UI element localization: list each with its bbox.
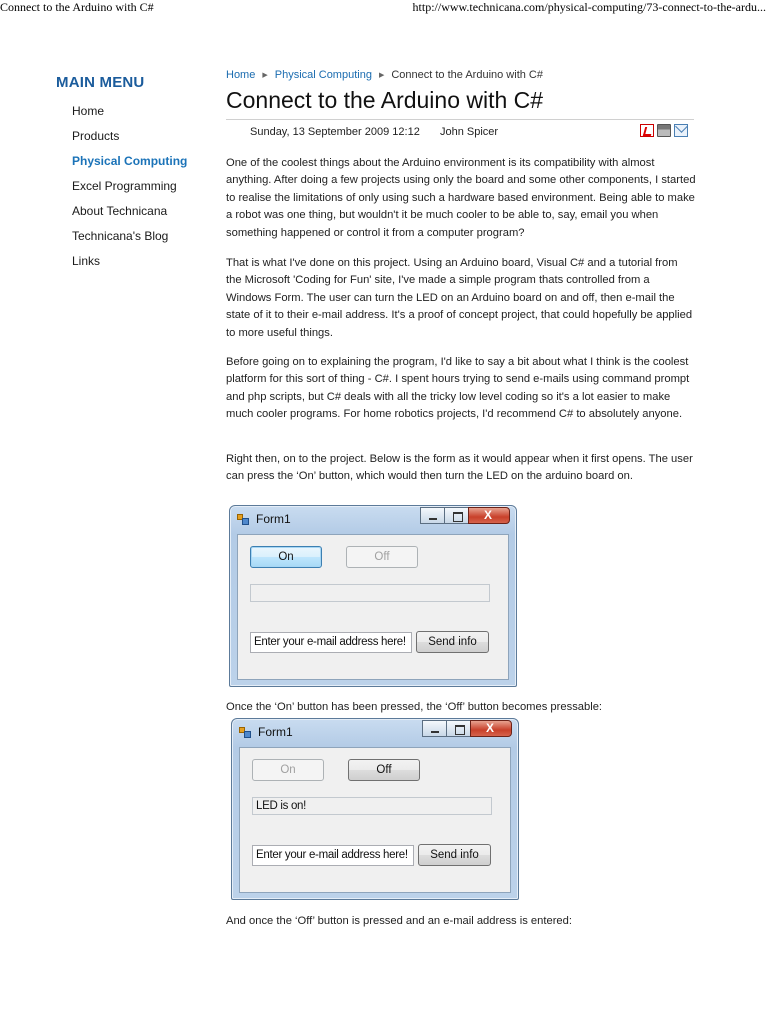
page-title: Connect to the Arduino with C# <box>226 87 544 113</box>
print-icon[interactable] <box>657 124 671 137</box>
pdf-icon[interactable] <box>640 124 654 137</box>
breadcrumb-arrow-icon: ▶ <box>262 72 268 79</box>
window-titlebar <box>230 506 516 532</box>
print-header <box>0 0 768 16</box>
article-actions <box>640 124 688 137</box>
breadcrumb-home-link[interactable]: Home <box>226 69 256 81</box>
on-button[interactable]: On <box>252 759 324 781</box>
article-author: John Spicer <box>440 126 499 138</box>
caption-text: And once the ‘Off’ button is pressed and an e-mail address is entered: <box>226 915 572 927</box>
app-icon <box>239 727 251 738</box>
form1-screenshot <box>229 505 517 687</box>
off-button[interactable]: Off <box>346 546 418 568</box>
sidebar-item-blog[interactable]: Technicana's Blog <box>72 229 169 243</box>
send-info-button[interactable]: Send info <box>416 631 489 653</box>
breadcrumb <box>226 68 694 82</box>
breadcrumb-current: Connect to the Arduino with C# <box>391 69 543 81</box>
window-client <box>237 534 509 680</box>
on-button[interactable]: On <box>250 546 322 568</box>
maximize-icon[interactable] <box>444 507 469 524</box>
email-icon[interactable] <box>674 124 688 137</box>
minimize-icon[interactable] <box>422 720 447 737</box>
sidebar-item-physical-computing[interactable]: Physical Computing <box>72 154 188 168</box>
sidebar-item-excel-programming[interactable]: Excel Programming <box>72 179 177 193</box>
article-meta <box>226 119 694 143</box>
main-menu <box>56 74 196 274</box>
print-header-url: http://www.technicana.com/physical-computing/73-connect-to-the-ardu... <box>412 0 766 14</box>
article-paragraph: One of the coolest things about the Arduino environment is its compatibility with almost anything. After doing a few projects using only the board and some other components, I started to realise the limitations of only using such a hardware based environment. Being able to make a robot was one thing, but wouldn't it be much cooler to be able to, say, email you when something happened or control it from a computer program? <box>226 157 696 239</box>
close-icon[interactable] <box>468 507 510 524</box>
form1-screenshot-on <box>231 718 519 900</box>
app-icon <box>237 514 249 525</box>
email-input[interactable]: Enter your e-mail address here! <box>250 632 412 653</box>
maximize-icon[interactable] <box>446 720 471 737</box>
print-header-title: Connect to the Arduino with C# <box>0 0 154 14</box>
window-titlebar <box>232 719 518 745</box>
status-field <box>250 584 490 602</box>
window-title: Form1 <box>258 725 293 739</box>
article-date: Sunday, 13 September 2009 12:12 <box>250 126 420 138</box>
status-field: LED is on! <box>252 797 492 815</box>
email-input[interactable]: Enter your e-mail address here! <box>252 845 414 866</box>
article-paragraph: Right then, on to the project. Below is the form as it would appear when it first opens. The user can press the ‘On’ button, which would then turn the LED on the arduino board on. <box>226 453 693 483</box>
sidebar-item-products[interactable]: Products <box>72 129 120 143</box>
close-icon[interactable] <box>470 720 512 737</box>
main-menu-title: MAIN MENU <box>56 74 145 91</box>
article-paragraph: That is what I've done on this project. Using an Arduino board, Visual C# and a tutorial from the Microsoft 'Coding for Fun' site, I've made a simple program thats controlled from a Windows Form. The user can turn the LED on an Arduino board on and off, then e-mail the state of it to their e-mail address. It's a proof of concept project, that could hopefully be applied to more useful things. <box>226 257 693 339</box>
window-title: Form1 <box>256 512 291 526</box>
caption-text: Once the ‘On’ button has been pressed, the ‘Off’ button becomes pressable: <box>226 701 603 713</box>
breadcrumb-arrow-icon: ▶ <box>378 72 385 79</box>
send-info-button[interactable]: Send info <box>418 844 491 866</box>
article-header <box>226 68 694 143</box>
article-paragraph: Before going on to explaining the program, I'd like to say a bit about what I think is the coolest platform for this sort of thing - C#. I spent hours trying to send e-mails using command prompt and php scripts, but C# deals with all the tricky low level coding so it's a lot easier to make much cooler programs. For home robotics projects, I'd recommend C# to absolutely anyone. <box>226 356 690 421</box>
minimize-icon[interactable] <box>420 507 445 524</box>
sidebar-item-home[interactable]: Home <box>72 104 105 118</box>
sidebar-item-links[interactable]: Links <box>72 254 101 268</box>
sidebar-item-about-technicana[interactable]: About Technicana <box>72 204 168 218</box>
breadcrumb-section-link[interactable]: Physical Computing <box>274 69 372 81</box>
window-client <box>239 747 511 893</box>
off-button[interactable]: Off <box>348 759 420 781</box>
